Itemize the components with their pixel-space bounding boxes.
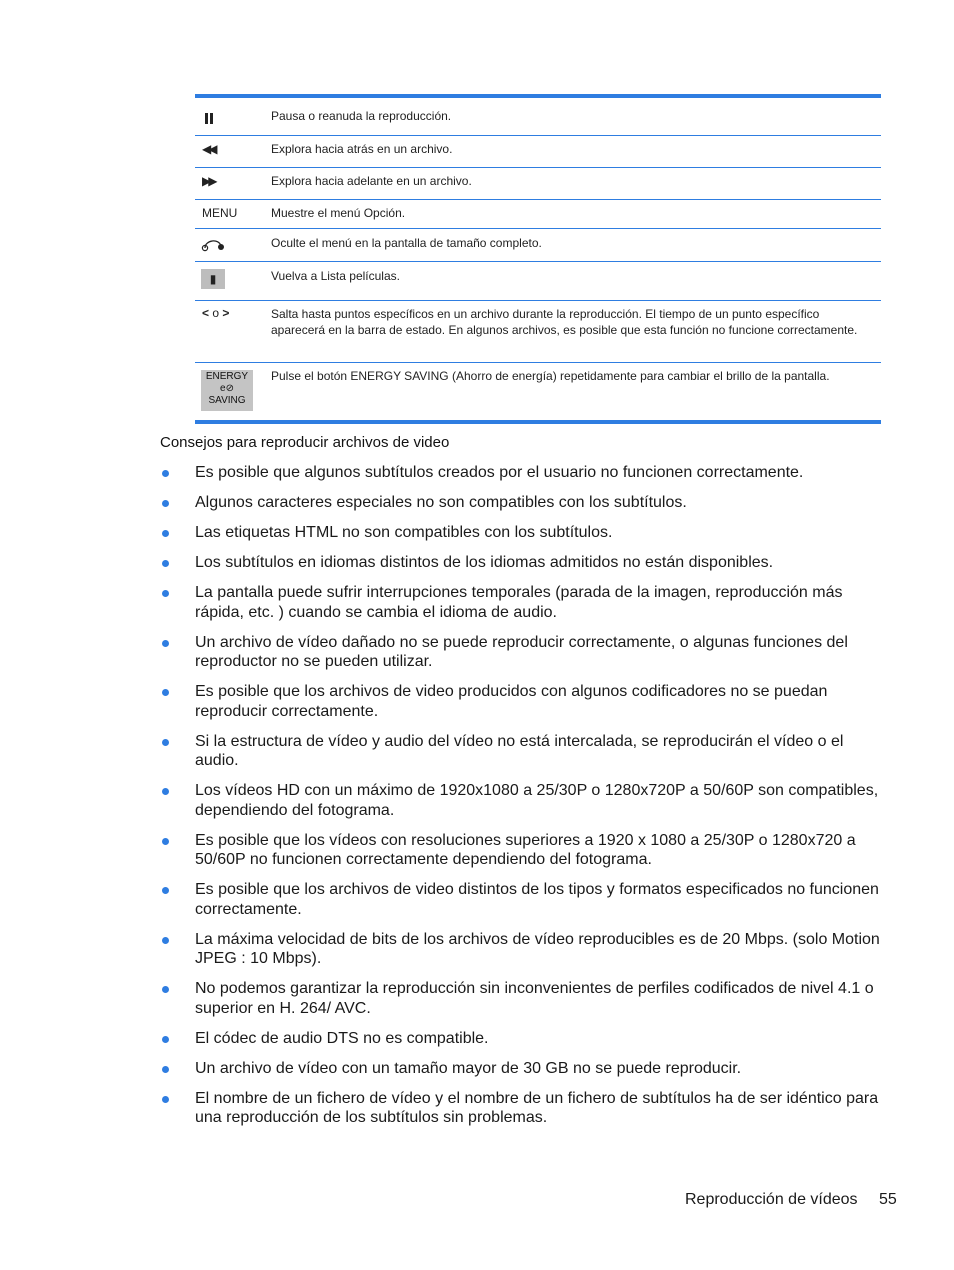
- bullet-icon: [162, 788, 169, 795]
- controls-table: [195, 94, 881, 424]
- list-item: Un archivo de vídeo dañado no se puede reproducir correctamente, o algunas funciones del reproductor no se pueden utilizar.: [160, 633, 885, 672]
- row-description: Pulse el botón ENERGY SAVING (Ahorro de energía) repetidamente para cambiar el brillo de la pantalla.: [271, 369, 830, 383]
- bullet-icon: [162, 1066, 169, 1073]
- back-icon: [201, 236, 227, 252]
- table-row: [195, 262, 881, 301]
- row-description: Explora hacia atrás en un archivo.: [271, 142, 453, 156]
- bullet-icon: [162, 560, 169, 567]
- movie-list-icon: ▮: [201, 269, 225, 289]
- list-item: La pantalla puede sufrir interrupciones temporales (parada de la imagen, reproducción más rápida, etc. ) cuando se cambia el idioma de audio.: [160, 583, 885, 622]
- table-row: [195, 363, 881, 420]
- table-row: [195, 98, 881, 136]
- row-description: Oculte el menú en la pantalla de tamaño completo.: [271, 236, 542, 250]
- list-item: No podemos garantizar la reproducción sin inconvenientes de perfiles codificados de nivel 4.1 o superior en H. 264/ AVC.: [160, 979, 885, 1018]
- footer-chapter-title: Reproducción de vídeos: [685, 1191, 858, 1208]
- bullet-icon: [162, 640, 169, 647]
- menu-key-label: MENU: [202, 206, 238, 220]
- list-item: Las etiquetas HTML no son compatibles con los subtítulos.: [160, 523, 885, 543]
- list-item: Un archivo de vídeo con un tamaño mayor de 30 GB no se puede reproducir.: [160, 1059, 885, 1079]
- bullet-icon: [162, 530, 169, 537]
- table-row: [195, 301, 881, 363]
- list-item: La máxima velocidad de bits de los archivos de vídeo reproducibles es de 20 Mbps. (solo Motion JPEG : 10 Mbps).: [160, 930, 885, 969]
- energy-saving-key-icon: ENERGY e⊘ SAVING: [201, 370, 253, 411]
- row-description: Explora hacia adelante en un archivo.: [271, 174, 472, 188]
- bullet-icon: [162, 937, 169, 944]
- list-item: El códec de audio DTS no es compatible.: [160, 1029, 885, 1049]
- row-description: Vuelva a Lista películas.: [271, 269, 400, 283]
- row-description: Pausa o reanuda la reproducción.: [271, 109, 452, 123]
- bullet-icon: [162, 590, 169, 597]
- page-number: 55: [879, 1191, 897, 1208]
- bullet-icon: [162, 1036, 169, 1043]
- bullet-icon: [162, 838, 169, 845]
- list-item: Los subtítulos en idiomas distintos de los idiomas admitidos no están disponibles.: [160, 553, 885, 573]
- bullet-icon: [162, 1096, 169, 1103]
- table-row: [195, 200, 881, 229]
- rewind-icon: ◀◀: [202, 142, 215, 156]
- list-item: Es posible que algunos subtítulos creados por el usuario no funcionen correctamente.: [160, 463, 885, 483]
- table-row: [195, 136, 881, 168]
- section-heading: Consejos para reproducir archivos de video: [160, 434, 450, 451]
- list-item: Es posible que los vídeos con resoluciones superiores a 1920 x 1080 a 25/30P o 1280x720 a 50/60P no funcionen correctamente dependiendo del fotograma.: [160, 831, 885, 870]
- list-item: Si la estructura de vídeo y audio del vídeo no está intercalada, se reproducirán el vídeo o el audio.: [160, 732, 885, 771]
- skip-key-label: < o >: [202, 306, 230, 320]
- list-item: Los vídeos HD con un máximo de 1920x1080 a 25/30P o 1280x720P a 50/60P son compatibles, dependiendo del fotograma.: [160, 781, 885, 820]
- pause-icon: [205, 113, 214, 124]
- list-item: El nombre de un fichero de vídeo y el nombre de un fichero de subtítulos ha de ser idéntico para una reproducción de los subtítulos sin problemas.: [160, 1089, 885, 1128]
- bullet-icon: [162, 739, 169, 746]
- tips-list: [160, 463, 885, 1138]
- list-item: Es posible que los archivos de video producidos con algunos codificadores no se puedan reproducir correctamente.: [160, 682, 885, 721]
- bullet-icon: [162, 470, 169, 477]
- row-description: Salta hasta puntos específicos en un archivo durante la reproducción. El tiempo de un punto específico aparecerá en la barra de estado. En algunos archivos, es posible que esta función no funcione correctamente.: [271, 307, 858, 337]
- bullet-icon: [162, 500, 169, 507]
- list-item: Algunos caracteres especiales no son compatibles con los subtítulos.: [160, 493, 885, 513]
- bullet-icon: [162, 986, 169, 993]
- table-row: [195, 168, 881, 200]
- bullet-icon: [162, 689, 169, 696]
- fast-forward-icon: ▶▶: [202, 174, 215, 188]
- list-item: Es posible que los archivos de video distintos de los tipos y formatos especificados no funcionen correctamente.: [160, 880, 885, 919]
- row-description: Muestre el menú Opción.: [271, 206, 406, 220]
- table-row: [195, 229, 881, 262]
- bullet-icon: [162, 887, 169, 894]
